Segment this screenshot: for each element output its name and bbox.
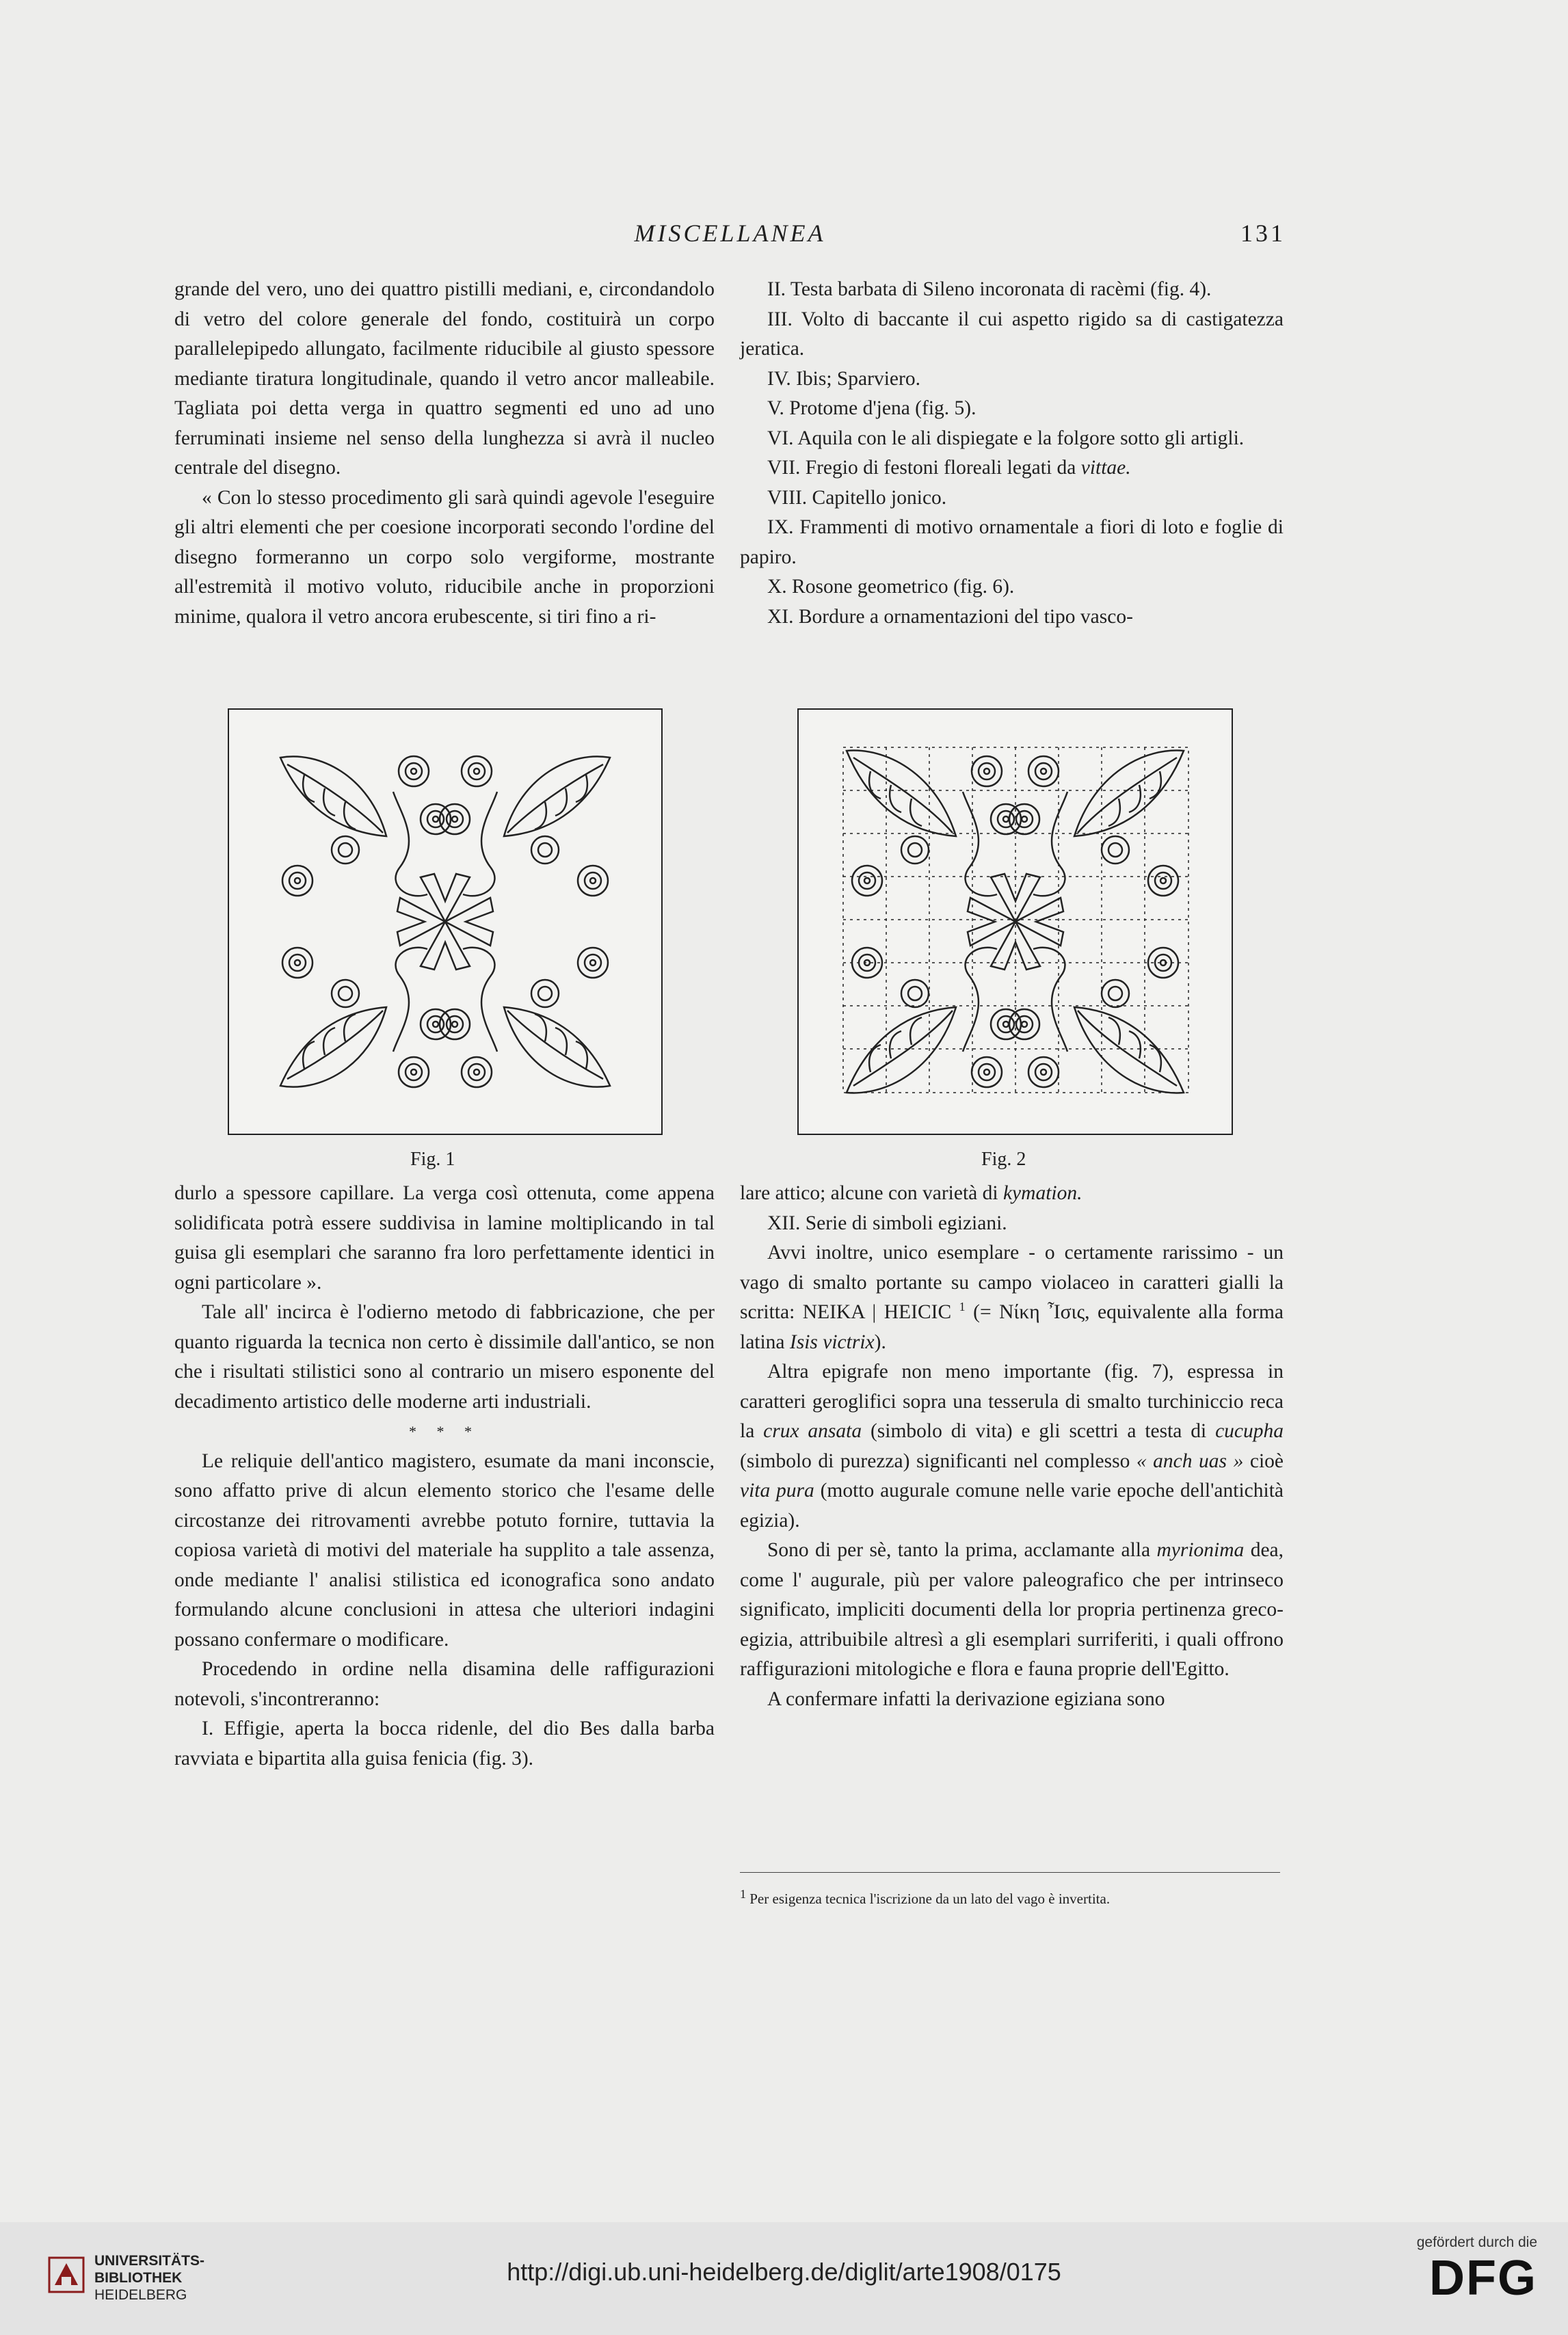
dfg-logo-text: DFG: [1429, 2251, 1537, 2306]
list-item: I. Effigie, aperta la bocca ridenle, del dio Bes dalla barba ravviata e bipartita alla guisa fenicia (fig. 3).: [174, 1718, 715, 1770]
list-item: X. Rosone geometrico (fig. 6).: [767, 576, 1015, 598]
text-run: (= Νίκη Ἶσις, equivalente alla forma latina: [740, 1301, 1284, 1353]
dfg-funding-logo[interactable]: [1417, 2234, 1537, 2306]
text-run: (simbolo di vita) e gli scettri a testa di: [862, 1420, 1216, 1442]
text-run-italic: kymation.: [1002, 1182, 1082, 1204]
left-column-top: [174, 275, 715, 632]
footnote-text: Per esigenza tecnica l'iscrizione da un lato del vago è invertita.: [746, 1891, 1111, 1907]
paragraph: grande del vero, uno dei quattro pistilli mediani, e, circondandolo di vetro del colore generale del fondo, costituirà un corpo parallelepipedo allungato, facilmente riducibile al giusto spessore mediante tiratura longitudinale, quando il vetro ancor malleabile. Tagliata poi detta verga in quattro segmenti ed uno ad uno ferruminati insieme nel senso della lunghezza si avrà il nucleo centrale del disegno.: [174, 278, 715, 479]
footnote-number: 1: [740, 1887, 746, 1901]
list-item: V. Protome d'jena (fig. 5).: [767, 397, 976, 419]
right-column-top: [740, 275, 1284, 632]
text-run: ).: [874, 1331, 886, 1353]
paragraph: Tale all' incirca è l'odierno metodo di fabbricazione, che per quanto riguarda la tecnica non certo è dissimile dall'antico, se non che i risultati stilistici sono al contrario un misero esponente del decadimento artistico delle moderne arti industriali.: [174, 1301, 715, 1413]
text-run-italic: vita pura: [740, 1480, 814, 1502]
list-item: IV. Ibis; Sparviero.: [767, 367, 920, 390]
running-header: [174, 219, 1286, 253]
text-run: Avvi inoltre, unico esemplare - o certamente rarissimo - un vago di smalto portante su campo violaceo in caratteri gialli la scritta: NEIKA | HEICIC: [740, 1242, 1284, 1323]
text-run: cioè: [1243, 1450, 1284, 1472]
library-name-line3: HEIDELBERG: [94, 2287, 187, 2303]
section-separator: * * *: [409, 1423, 480, 1440]
paragraph: [740, 1357, 1284, 1536]
left-column-bottom: [174, 1179, 715, 1774]
list-item: XII. Serie di simboli egiziani.: [767, 1212, 1007, 1234]
footnote-rule: [740, 1872, 1280, 1873]
page-number: 131: [1240, 219, 1286, 247]
text-run-italic: crux ansata: [763, 1420, 862, 1442]
funding-note: gefördert durch die: [1416, 2234, 1537, 2250]
text-run-italic: Isis victrix: [789, 1331, 875, 1353]
library-name-line1: UNIVERSITÄTS-: [94, 2253, 205, 2269]
footnote-reference: 1: [959, 1300, 966, 1314]
text-run: VII. Fregio di festoni floreali legati da: [767, 457, 1081, 479]
text-run-italic: myrionima: [1156, 1539, 1245, 1561]
text-run-italic: cucupha: [1215, 1420, 1284, 1442]
text-run-italic: vittae.: [1080, 457, 1131, 479]
text-run: Altra epigrafe non meno importante (fig. 7), espressa in caratteri geroglifici sopra una tesserula di smalto turchiniccio reca la: [740, 1361, 1284, 1442]
footnote: [740, 1887, 1284, 1910]
list-item: VI. Aquila con le ali dispiegate e la folgore sotto gli artigli.: [767, 427, 1245, 449]
list-item: III. Volto di baccante il cui aspetto rigido sa di castigatezza jeratica.: [740, 308, 1284, 360]
right-column-bottom: [740, 1179, 1284, 1714]
text-run: (simbolo di purezza) significanti nel complesso: [740, 1450, 1137, 1472]
list-item: [740, 453, 1284, 483]
text-run: Sono di per sè, tanto la prima, acclamante alla: [767, 1539, 1157, 1561]
gridded-rosette-drawing: [799, 710, 1232, 1134]
document-url-link[interactable]: http://digi.ub.uni-heidelberg.de/diglit/arte1908/0175: [507, 2258, 1061, 2286]
text-run: lare attico; alcune con varietà di: [740, 1182, 1003, 1204]
figure-1-ornament: [228, 708, 663, 1135]
list-item: II. Testa barbata di Sileno incoronata di racèmi (fig. 4).: [767, 278, 1212, 300]
text-run: dea, come l' augurale, più per valore paleografico che per intrinseco significato, impliciti documenti della lor propria pertinenza greco-egizia, attribuibile altresì a gli esemplari surriferiti, i quali offrono raffigurazioni mitologiche e flora e fauna proprie dell'Egitto.: [740, 1539, 1284, 1680]
paragraph: [740, 1179, 1284, 1209]
paragraph: A confermare infatti la derivazione egiziana sono: [767, 1687, 1165, 1710]
list-item: IX. Frammenti di motivo ornamentale a fiori di loto e foglie di papiro.: [740, 516, 1284, 568]
digitization-footer: [0, 2222, 1568, 2335]
paragraph: « Con lo stesso procedimento gli sarà quindi agevole l'eseguire gli altri elementi che per coesione incorporati secondo l'ordine del disegno formeranno un corpo solo vergiforme, mostrante all'estremità il motivo voluto, riducibile anche in proporzioni minime, qualora il vetro ancora erubescente, si tiri fino a ri-: [174, 486, 715, 628]
text-run-italic: « anch uas »: [1136, 1450, 1244, 1472]
running-title: MISCELLANEA: [634, 219, 826, 247]
paragraph: durlo a spessore capillare. La verga così ottenuta, come appena solidificata potrà essere suddivisa in lamine moltiplicando in tal guisa gli esemplari che saranno fra loro perfettamente identici in ogni particolare ».: [174, 1182, 715, 1294]
figure-2-ornament-grid: [797, 708, 1233, 1135]
text-run: (motto augurale comune nelle varie epoche dell'antichità egizia).: [740, 1480, 1284, 1532]
paragraph: Le reliquie dell'antico magistero, esumate da mani inconscie, sono affatto prive di alcun elemento storico che l'esame delle circostanze dei ritrovamenti avrebbe potuto fornire, tuttavia la copiosa varietà di motivi del materiale ha supplito a tale assenza, onde mediante l' analisi stilistica ed iconografica sono andato formulando alcune conclusioni in attesa che ulteriori indagini possano confermare o modificare.: [174, 1450, 715, 1651]
list-item: XI. Bordure a ornamentazioni del tipo vasco-: [767, 605, 1133, 628]
list-item: VIII. Capitello jonico.: [767, 486, 947, 509]
paragraph: [740, 1536, 1284, 1685]
paragraph: [740, 1238, 1284, 1357]
figure-1-caption: Fig. 1: [410, 1149, 455, 1170]
figure-2-caption: Fig. 2: [981, 1149, 1026, 1170]
paragraph: Procedendo in ordine nella disamina delle raffigurazioni notevoli, s'incontreranno:: [174, 1658, 715, 1710]
rosette-ornament-drawing: [229, 710, 661, 1134]
library-name-line2: BIBLIOTHEK: [94, 2270, 183, 2286]
